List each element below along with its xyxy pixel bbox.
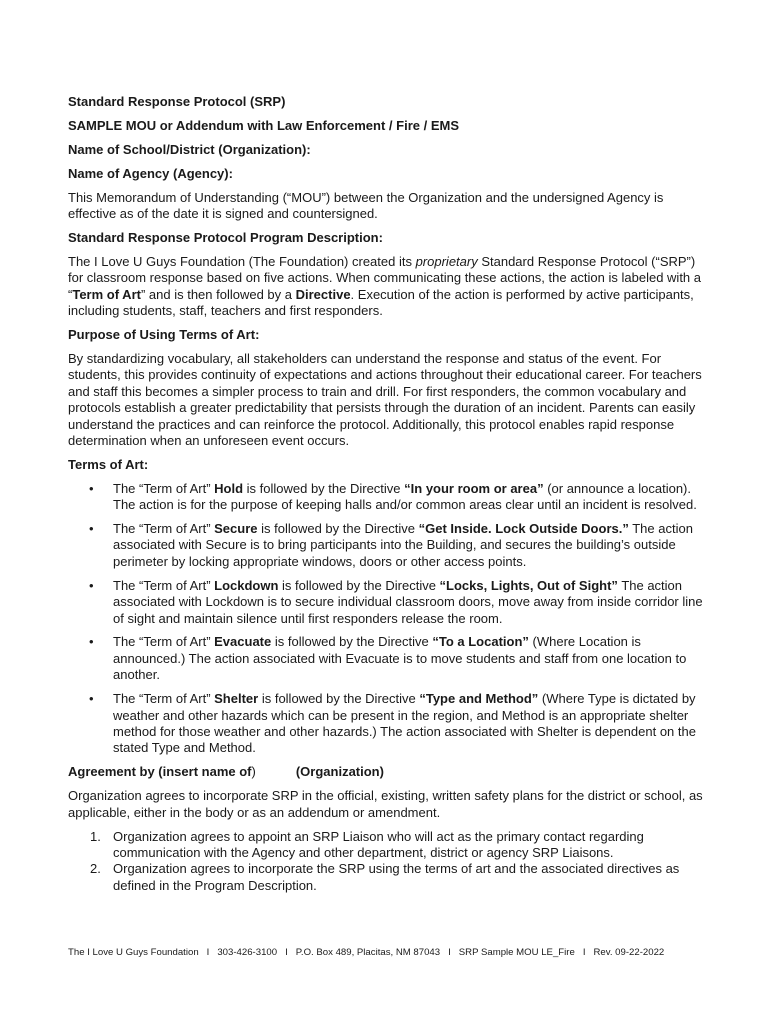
footer-separator: I [206, 947, 210, 958]
page-footer [68, 947, 664, 958]
term-directive: “In your room or area” [404, 480, 544, 496]
term-pre: The “Term of Art” [113, 691, 215, 707]
intro-paragraph: This Memorandum of Understanding (“MOU”) between the Organization and the undersigned Agency is effective as of the date it is signed and countersigned. [68, 189, 664, 222]
bullet-icon: • [89, 521, 94, 537]
term-directive: “To a Location” [432, 634, 529, 650]
agency-name-label: Name of Agency (Agency): [68, 165, 233, 181]
term-name: Hold [214, 480, 244, 496]
program-text-1: The I Love U Guys Foundation (The Foundation) created its [68, 253, 416, 269]
list-text: Organization agrees to incorporate the SRP using the terms of art and the associated directives as defined in the Program Description. [113, 861, 680, 893]
program-text-3: ” and is then followed by a [140, 286, 296, 302]
program-paragraph [68, 254, 708, 320]
term-directive: “Locks, Lights, Out of Sight” [439, 577, 618, 593]
agreement-heading-org: (Organization) [295, 764, 384, 780]
document-body [68, 94, 708, 894]
list-number: 2. [90, 861, 101, 877]
bullet-icon: • [89, 691, 94, 707]
document-subtitle: SAMPLE MOU or Addendum with Law Enforcement / Fire / EMS [68, 117, 459, 133]
term-mid: is followed by the Directive [258, 691, 420, 707]
agreement-heading [68, 764, 708, 780]
term-directive: “Get Inside. Lock Outside Doors.” [418, 521, 629, 537]
terms-list [68, 481, 708, 757]
term-post: (Where Location is announced.) The action associated with Evacuate is to move students and staff from one location to another. [113, 634, 687, 683]
term-pre: The “Term of Art” [113, 480, 215, 496]
bullet-icon: • [89, 634, 94, 650]
term-post: (or announce a location). The action is for the purpose of keeping halls and/or common areas clear until an incident is resolved. [113, 480, 697, 513]
terms-heading: Terms of Art: [68, 456, 149, 472]
footer-separator: I [448, 947, 451, 958]
list-text: Organization agrees to appoint an SRP Liaison who will act as the primary contact regarding communication with the Agency and other department, district or agency SRP Liaisons. [113, 828, 644, 860]
bullet-icon: • [89, 577, 94, 593]
term-mid: is followed by the Directive [257, 521, 419, 537]
term-pre: The “Term of Art” [113, 634, 215, 650]
program-heading: Standard Response Protocol Program Description: [68, 229, 383, 245]
term-name: Lockdown [214, 577, 279, 593]
term-directive: “Type and Method” [419, 691, 539, 707]
directive-word: Directive [295, 286, 351, 302]
document-title: Standard Response Protocol (SRP) [68, 94, 286, 109]
list-number: 1. [90, 828, 101, 844]
program-text-4: . Execution of the action is performed by active participants, including students, staff, teachers and first responders. [68, 286, 694, 319]
list-item [68, 521, 708, 570]
bullet-icon: • [89, 480, 94, 496]
agreement-list [68, 829, 708, 895]
term-name: Secure [214, 521, 258, 537]
footer-address: P.O. Box 489, Placitas, NM 87043 [295, 947, 441, 958]
footer-doc: SRP Sample MOU LE_Fire [458, 947, 575, 958]
agreement-heading-text: Agreement by (insert name of [68, 764, 252, 780]
list-item [68, 634, 708, 683]
footer-org: The I Love U Guys Foundation [68, 947, 199, 958]
term-mid: is followed by the Directive [271, 634, 433, 650]
term-pre: The “Term of Art” [113, 521, 215, 537]
footer-separator: I [582, 947, 586, 958]
footer-rev: Rev. 09-22-2022 [593, 947, 665, 958]
purpose-paragraph: By standardizing vocabulary, all stakeholders can understand the response and status of the event. For students, this provides continuity of expectations and actions throughout their educational career. For teachers and staff this becomes a simpler process to train and drill. For first responders, the common vocabulary and protocols establish a greater predictability that persists through the duration of an incident. Parents can easily understand the practices and can reinforce the protocol. Additionally, this protocol enables rapid response determination when an unforeseen event occurs. [68, 350, 702, 448]
agreement-paragraph: Organization agrees to incorporate SRP in the official, existing, written safety plans for the district or school, as applicable, either in the body or as an addendum or amendment. [68, 788, 703, 820]
list-item [68, 578, 708, 627]
program-text-2: Standard Response Protocol (“SRP”) for classroom response based on five actions. When communicating these actions, the action is labeled with a “ [68, 253, 702, 302]
term-post: (Where Type is dictated by weather and other hazards which can be present in the region, and Method is an appropriate shelter method for those weather and other hazards.) The action associated with Shelter is dependent on the stated Type and Method. [113, 691, 696, 756]
term-pre: The “Term of Art” [113, 577, 215, 593]
term-post: The action associated with Secure is to bring participants into the Building, and secures the building’s outside perimeter by locking appropriate windows, doors or other access points. [113, 521, 693, 569]
list-item [68, 691, 708, 757]
agreement-heading-paren: ) [251, 764, 256, 780]
term-post: The action associated with Lockdown is to secure individual classroom doors, move away from inside corridor line of sight and maintain silence until first responders release the room. [113, 577, 703, 626]
list-item [68, 481, 708, 514]
list-item [68, 861, 708, 894]
term-mid: is followed by the Directive [243, 480, 405, 496]
term-of-art-phrase: Term of Art [72, 286, 141, 302]
footer-separator: I [285, 947, 288, 958]
term-name: Shelter [214, 691, 259, 707]
footer-phone: 303-426-3100 [217, 947, 278, 958]
term-name: Evacuate [214, 634, 272, 650]
term-mid: is followed by the Directive [278, 577, 440, 593]
purpose-heading: Purpose of Using Terms of Art: [68, 326, 260, 342]
proprietary-word: proprietary [415, 253, 478, 269]
list-item [68, 829, 708, 862]
school-name-label: Name of School/District (Organization): [68, 141, 311, 157]
